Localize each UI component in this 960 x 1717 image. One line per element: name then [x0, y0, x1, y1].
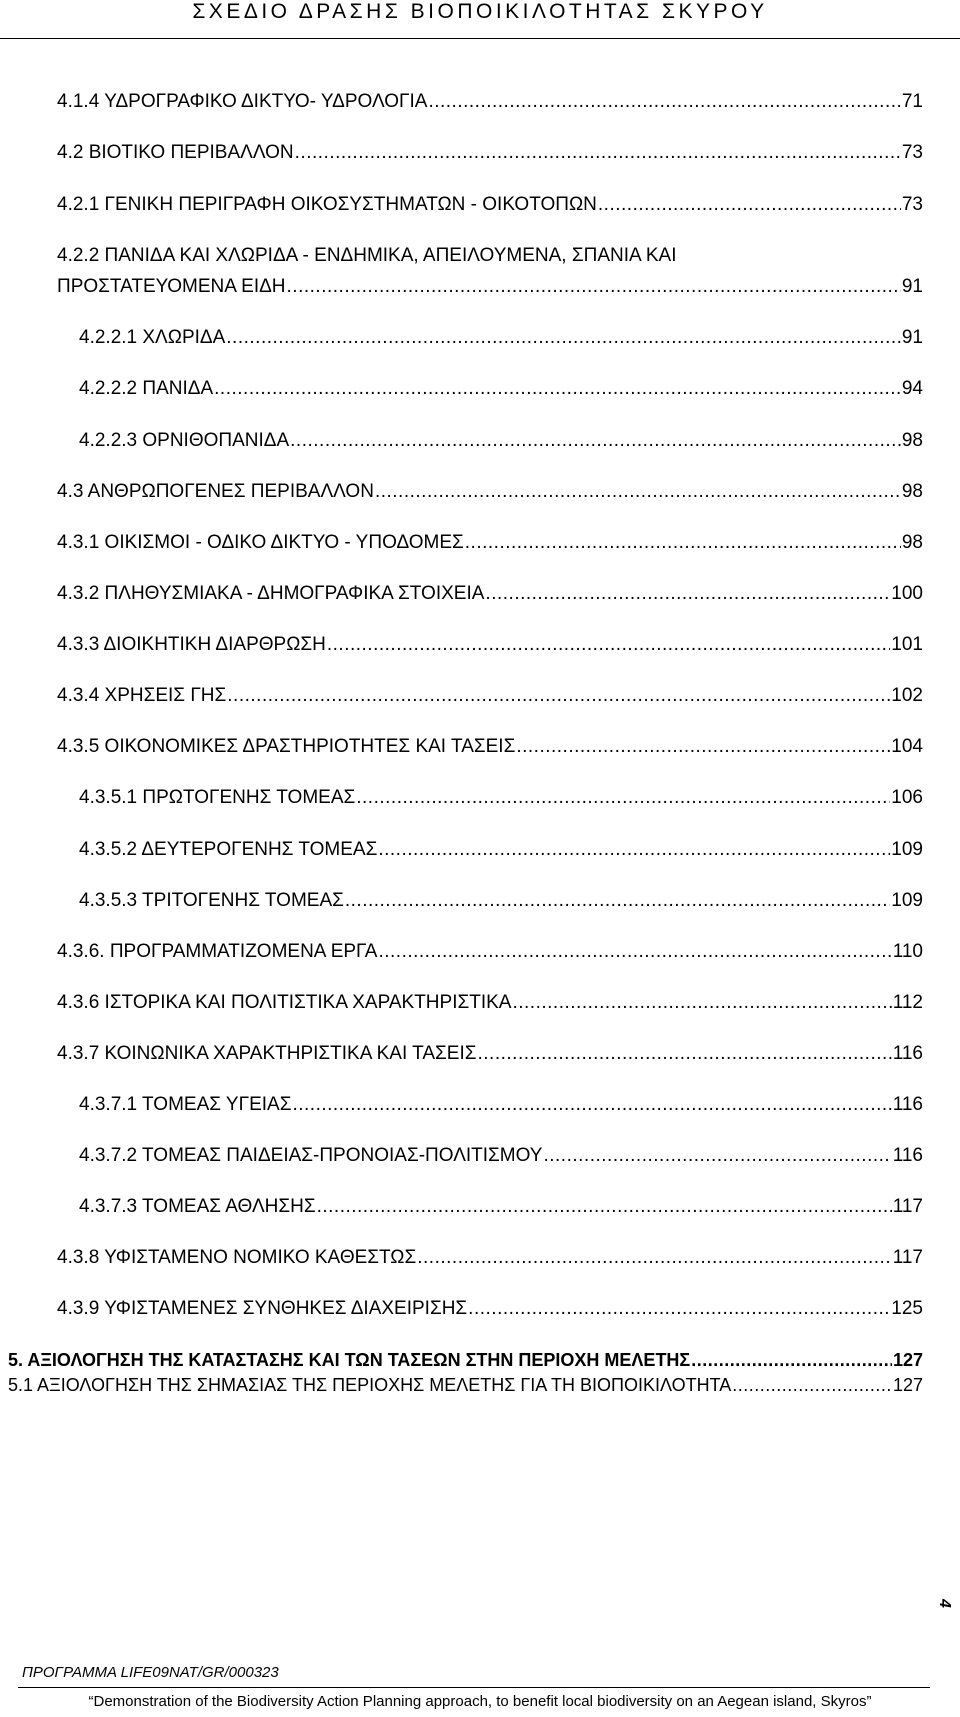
- toc-leader-dots: [468, 1297, 890, 1321]
- toc-entry-label: 4.3.7 ΚΟΙΝΩΝΙΚΑ ΧΑΡΑΚΤΗΡΙΣΤΙΚΑ ΚΑΙ ΤΑΣΕΙΣ: [57, 1043, 477, 1064]
- toc-entry[interactable]: [57, 275, 923, 299]
- toc-entry[interactable]: [57, 633, 923, 657]
- toc-entry[interactable]: [57, 193, 923, 217]
- toc-entry-label: 4.3.6 ΙΣΤΟΡΙΚΑ ΚΑΙ ΠΟΛΙΤΙΣΤΙΚΑ ΧΑΡΑΚΤΗΡΙΣΤΙΚΑ: [57, 992, 512, 1013]
- toc-entry-page: 98: [901, 430, 923, 451]
- toc-leader-dots: [375, 480, 901, 504]
- toc-entry-label: 4.3.7.3 ΤΟΜΕΑΣ ΑΘΛΗΣΗΣ: [79, 1196, 316, 1217]
- toc-leader-dots: [478, 1042, 892, 1066]
- toc-entry-label: 4.2.1 ΓΕΝΙΚΗ ΠΕΡΙΓΡΑΦΗ ΟΙΚΟΣΥΣΤΗΜΑΤΩΝ - ΟΙΚΟΤΟΠΩΝ: [57, 194, 597, 215]
- toc-entry-label: ΠΡΟΣΤΑΤΕΥΟΜΕΝΑ ΕΙΔΗ: [57, 276, 286, 297]
- toc-entry-label: 4.3.8 ΥΦΙΣΤΑΜΕΝΟ ΝΟΜΙΚΟ ΚΑΘΕΣΤΩΣ: [57, 1247, 417, 1268]
- toc-entry-page: 116: [892, 1094, 923, 1115]
- toc-entry-label-line1: 4.2.2 ΠΑΝΙΔΑ ΚΑΙ ΧΛΩΡΙΔΑ - ΕΝΔΗΜΙΚΑ, ΑΠΕΙΛΟΥΜΕΝΑ, ΣΠΑΝΙΑ ΚΑΙ: [57, 245, 677, 266]
- toc-leader-dots: [428, 90, 900, 114]
- toc-leader-dots: [290, 429, 901, 453]
- footer-project-title: “Demonstration of the Biodiversity Action Planning approach, to benefit local biodiversity on an Aegean island, Skyros”: [88, 1693, 872, 1710]
- toc-entry-page: 98: [901, 532, 923, 553]
- toc-entry-label: 4.3 ΑΝΘΡΩΠΟΓΕΝΕΣ ΠΕΡΙΒΑΛΛΟΝ: [57, 481, 374, 502]
- toc-entry-page: 73: [901, 142, 923, 163]
- toc-entry-label: 4.3.5.1 ΠΡΩΤΟΓΕΝΗΣ ΤΟΜΕΑΣ: [79, 787, 356, 808]
- toc-entry-page: 98: [901, 481, 923, 502]
- toc-entry-chapter[interactable]: [8, 1348, 923, 1372]
- toc-entry-label: 4.3.5 ΟΙΚΟΝΟΜΙΚΕΣ ΔΡΑΣΤΗΡΙΟΤΗΤΕΣ ΚΑΙ ΤΑΣΕΙΣ: [57, 736, 516, 757]
- toc-entry-label: 4.3.7.2 ΤΟΜΕΑΣ ΠΑΙΔΕΙΑΣ-ΠΡΟΝΟΙΑΣ-ΠΟΛΙΤΙΣΜΟΥ: [79, 1145, 543, 1166]
- toc-entry-label: 4.3.7.1 ΤΟΜΕΑΣ ΥΓΕΙΑΣ: [79, 1094, 292, 1115]
- toc-entry-label: 5. ΑΞΙΟΛΟΓΗΣΗ ΤΗΣ ΚΑΤΑΣΤΑΣΗΣ ΚΑΙ ΤΩΝ ΤΑΣΕΩΝ ΣΤΗΝ ΠΕΡΙΟΧΗ ΜΕΛΕΤΗΣ: [8, 1350, 691, 1370]
- toc-entry-page: 94: [901, 378, 923, 399]
- toc-entry[interactable]: [57, 1297, 923, 1321]
- toc-leader-dots: [214, 377, 901, 401]
- toc-entry[interactable]: [79, 1144, 923, 1168]
- toc-entry[interactable]: [79, 786, 923, 810]
- toc-entry-page: 117: [892, 1196, 923, 1217]
- toc-leader-dots: [317, 1195, 892, 1219]
- toc-leader-dots: [465, 531, 901, 555]
- toc-entry[interactable]: [57, 991, 923, 1015]
- toc-entry-page: 127: [892, 1350, 923, 1370]
- toc-entry-page: 109: [891, 890, 923, 911]
- toc-leader-dots: [512, 991, 891, 1015]
- toc-leader-dots: [485, 582, 890, 606]
- page-number: 4: [936, 1599, 953, 1608]
- toc-leader-dots: [598, 193, 901, 217]
- footer-divider: [18, 1687, 930, 1688]
- toc-entry[interactable]: [79, 326, 923, 350]
- toc-leader-dots: [543, 1144, 891, 1168]
- toc-leader-dots: [378, 838, 890, 862]
- toc-entry[interactable]: [79, 838, 923, 862]
- toc-leader-dots: [287, 275, 901, 299]
- toc-entry[interactable]: [79, 377, 923, 401]
- toc-entry[interactable]: [57, 582, 923, 606]
- toc-entry-page: 91: [901, 327, 923, 348]
- toc-entry[interactable]: [79, 889, 923, 913]
- toc-entry-page: 71: [901, 91, 923, 112]
- toc-entry-label: 4.2.2.3 ΟΡΝΙΘΟΠΑΝΙΔΑ: [79, 430, 290, 451]
- toc-entry-page: 117: [892, 1247, 923, 1268]
- toc-entry-page: 127: [892, 1375, 923, 1395]
- toc-entry-label: 4.3.5.2 ΔΕΥΤΕΡΟΓΕΝΗΣ ΤΟΜΕΑΣ: [79, 839, 378, 860]
- toc-entry-page: 73: [901, 194, 923, 215]
- toc-entry-label: 4.2.2.1 ΧΛΩΡΙΔΑ: [79, 327, 226, 348]
- toc-entry[interactable]: [57, 480, 923, 504]
- toc-entry-label: 4.1.4 ΥΔΡΟΓΡΑΦΙΚΟ ΔΙΚΤΥΟ- ΥΔΡΟΛΟΓΙΑ: [57, 91, 428, 112]
- toc-entry-page: 100: [891, 583, 923, 604]
- toc-entry-page: 106: [891, 787, 923, 808]
- toc-entry-label: 5.1 ΑΞΙΟΛΟΓΗΣΗ ΤΗΣ ΣΗΜΑΣΙΑΣ ΤΗΣ ΠΕΡΙΟΧΗΣ ΜΕΛΕΤΗΣ ΓΙΑ ΤΗ ΒΙΟΠΟΙΚΙΛΟΤΗΤΑ: [8, 1375, 732, 1395]
- toc-leader-dots: [327, 633, 890, 657]
- document-header-title: ΣΧΕΔΙΟ ΔΡΑΣΗΣ ΒΙΟΠΟΙΚΙΛΟΤΗΤΑΣ ΣΚΥΡΟΥ: [192, 0, 768, 23]
- toc-leader-dots: [226, 326, 901, 350]
- toc-entry[interactable]: [57, 1042, 923, 1066]
- toc-leader-dots: [295, 141, 901, 165]
- toc-leader-dots: [417, 1246, 891, 1270]
- toc-entry[interactable]: [79, 1093, 923, 1117]
- toc-entry-page: 102: [891, 685, 923, 706]
- toc-leader-dots: [516, 735, 890, 759]
- toc-entry[interactable]: [79, 1195, 923, 1219]
- toc-entry-page: 116: [892, 1145, 923, 1166]
- toc-leader-dots: [345, 889, 890, 913]
- toc-entry[interactable]: [57, 684, 923, 708]
- toc-entry-page: 91: [901, 276, 923, 297]
- toc-leader-dots: [691, 1348, 892, 1372]
- toc-entry[interactable]: [57, 940, 923, 964]
- toc-entry-label: 4.3.6. ΠΡΟΓΡΑΜΜΑΤΙΖΟΜΕΝΑ ΕΡΓΑ: [57, 941, 378, 962]
- toc-entry-label: 4.3.1 ΟΙΚΙΣΜΟΙ - ΟΔΙΚΟ ΔΙΚΤΥΟ - ΥΠΟΔΟΜΕΣ: [57, 532, 464, 553]
- toc-entry[interactable]: [79, 429, 923, 453]
- footer-program-code: ΠΡΟΓΡΑΜΜΑ LIFE09NAT/GR/000323: [22, 1664, 279, 1681]
- toc-entry-page: 109: [891, 839, 923, 860]
- header-divider: [0, 38, 960, 39]
- toc-leader-dots: [356, 786, 890, 810]
- toc-entry[interactable]: [57, 735, 923, 759]
- toc-entry[interactable]: [57, 141, 923, 165]
- toc-entry-page: 112: [892, 992, 923, 1013]
- toc-entry-page: 110: [892, 941, 923, 962]
- toc-entry-page: 101: [891, 634, 923, 655]
- toc-entry[interactable]: [57, 1246, 923, 1270]
- toc-leader-dots: [732, 1373, 892, 1397]
- toc-entry-page: 125: [891, 1298, 923, 1319]
- toc-leader-dots: [292, 1093, 891, 1117]
- toc-entry-label: 4.3.3 ΔΙΟΙΚΗΤΙΚΗ ΔΙΑΡΘΡΩΣΗ: [57, 634, 326, 655]
- toc-entry[interactable]: [57, 531, 923, 555]
- toc-leader-dots: [227, 684, 890, 708]
- toc-entry-page: 116: [892, 1043, 923, 1064]
- toc-entry-label: 4.3.4 ΧΡΗΣΕΙΣ ΓΗΣ: [57, 685, 227, 706]
- toc-entry-page: 104: [891, 736, 923, 757]
- toc-entry-label: 4.2 ΒΙΟΤΙΚΟ ΠΕΡΙΒΑΛΛΟΝ: [57, 142, 294, 163]
- toc-entry-label: 4.3.5.3 ΤΡΙΤΟΓΕΝΗΣ ΤΟΜΕΑΣ: [79, 890, 344, 911]
- toc-entry[interactable]: [8, 1373, 923, 1397]
- toc-entry-label: 4.3.9 ΥΦΙΣΤΑΜΕΝΕΣ ΣΥΝΘΗΚΕΣ ΔΙΑΧΕΙΡΙΣΗΣ: [57, 1298, 468, 1319]
- toc-leader-dots: [378, 940, 891, 964]
- toc-entry[interactable]: [57, 90, 923, 114]
- toc-entry-label: 4.2.2.2 ΠΑΝΙΔΑ: [79, 378, 214, 399]
- toc-entry-label: 4.3.2 ΠΛΗΘΥΣΜΙΑΚΑ - ΔΗΜΟΓΡΑΦΙΚΑ ΣΤΟΙΧΕΙΑ: [57, 583, 485, 604]
